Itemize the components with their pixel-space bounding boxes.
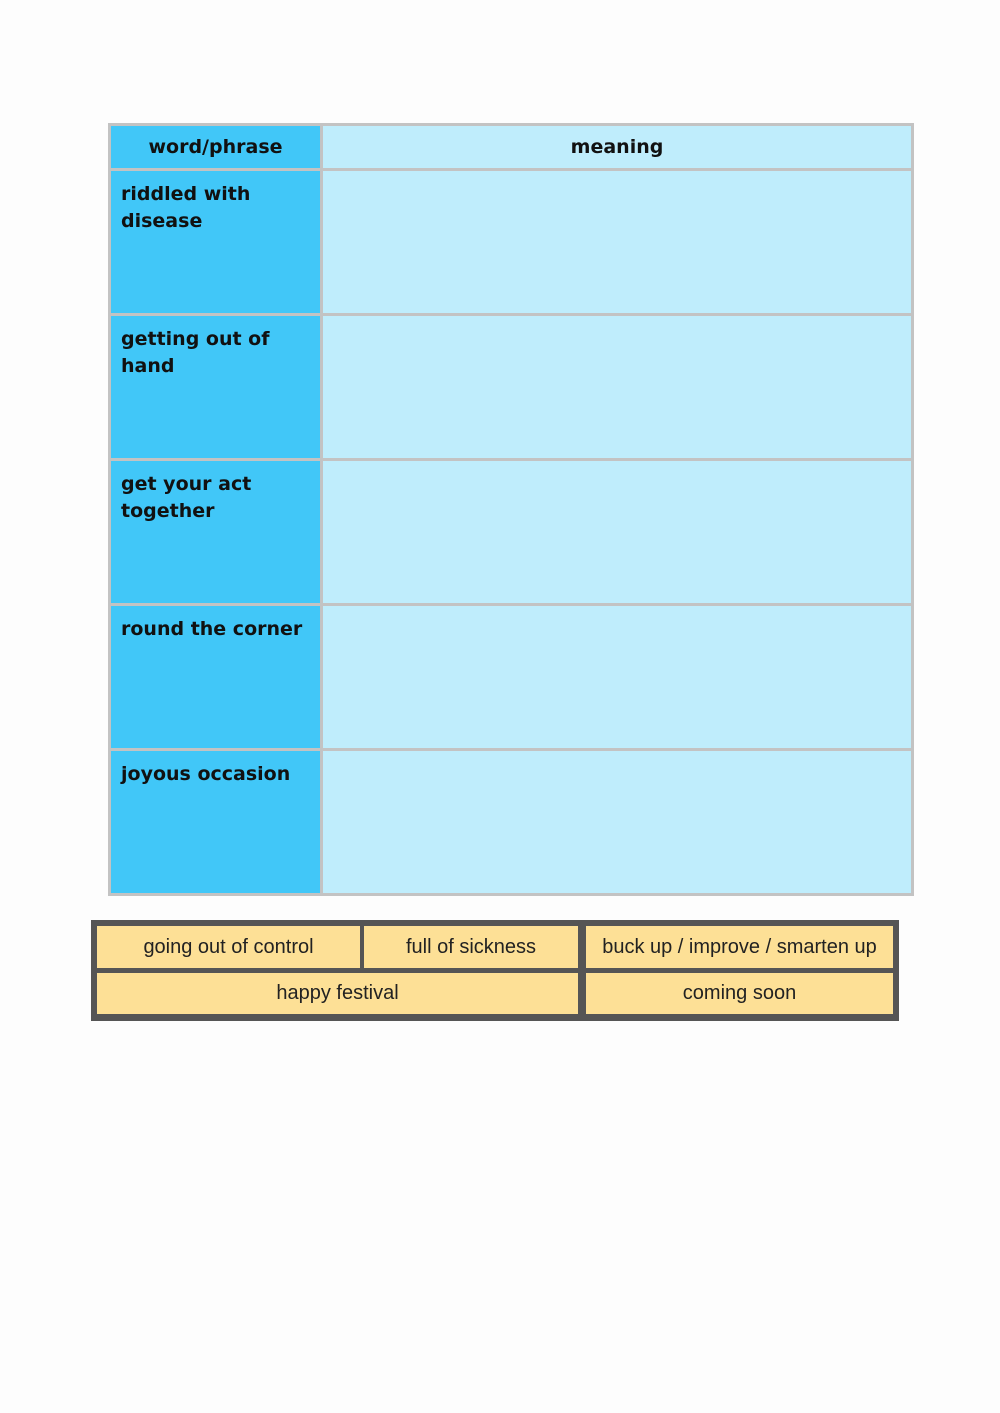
- word-cell: riddled with disease: [110, 170, 322, 315]
- table-row: [110, 170, 913, 315]
- table-header-row: [110, 125, 913, 170]
- answer-chip[interactable]: full of sickness: [364, 926, 578, 968]
- header-word-phrase: word/phrase: [110, 125, 322, 170]
- answer-chip[interactable]: happy festival: [97, 973, 578, 1014]
- meaning-cell[interactable]: [322, 605, 913, 750]
- meaning-cell[interactable]: [322, 460, 913, 605]
- meaning-cell[interactable]: [322, 750, 913, 895]
- table-row: [110, 460, 913, 605]
- answer-chip[interactable]: going out of control: [97, 926, 360, 968]
- answer-bank: [91, 920, 899, 1021]
- word-cell: joyous occasion: [110, 750, 322, 895]
- table-row: [110, 315, 913, 460]
- vocabulary-table: [108, 123, 914, 896]
- meaning-cell[interactable]: [322, 315, 913, 460]
- table-row: [110, 605, 913, 750]
- word-cell: get your act together: [110, 460, 322, 605]
- word-cell: round the corner: [110, 605, 322, 750]
- answer-chip[interactable]: buck up / improve / smarten up: [586, 926, 893, 968]
- meaning-cell[interactable]: [322, 170, 913, 315]
- header-meaning: meaning: [322, 125, 913, 170]
- word-cell: getting out of hand: [110, 315, 322, 460]
- table-row: [110, 750, 913, 895]
- answer-chip[interactable]: coming soon: [586, 973, 893, 1014]
